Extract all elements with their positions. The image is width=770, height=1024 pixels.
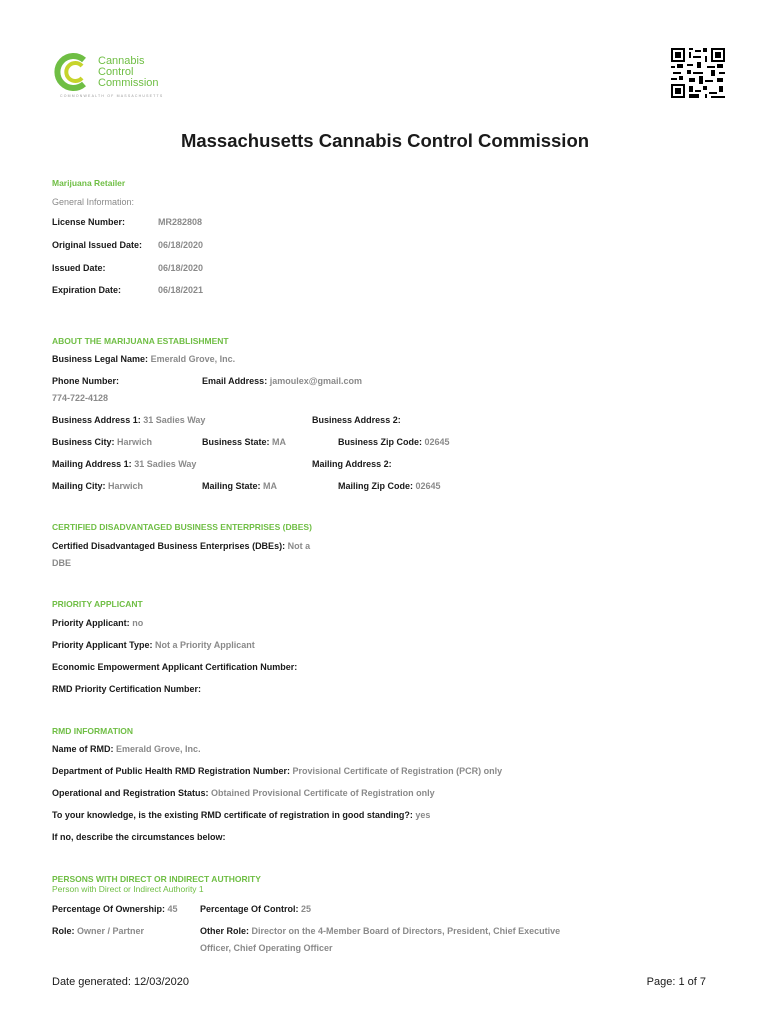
email-value: jamoulex@gmail.com [269, 376, 363, 386]
email-row [202, 376, 362, 386]
dbe-row [52, 541, 310, 551]
business-zip-value: 02645 [424, 437, 450, 447]
business-address2-label: Business Address 2: [312, 415, 401, 425]
eea-row [52, 662, 297, 672]
mailing-address1-row [52, 459, 196, 469]
other-role-value-line1: Director on the 4-Member Board of Directors, President, Chief Executive [251, 926, 561, 936]
page-number: Page: 1 of 7 [646, 976, 706, 988]
good-standing-value: yes [415, 810, 431, 820]
priority-applicant-label: Priority Applicant: [52, 618, 130, 628]
ownership-label: Percentage Of Ownership: [52, 904, 166, 914]
mailing-address1-value: 31 Sadies Way [134, 459, 197, 469]
page-title: Massachusetts Cannabis Control Commission [180, 130, 590, 151]
mailing-address2-row [312, 459, 392, 469]
priority-type-row [52, 640, 255, 650]
persons-heading: PERSONS WITH DIRECT OR INDIRECT AUTHORITY [52, 874, 261, 884]
priority-type-value: Not a Priority Applicant [155, 640, 255, 650]
legal-name-row [52, 354, 235, 364]
good-standing-row [52, 810, 430, 820]
logo-tagline: COMMONWEALTH OF MASSACHUSETTS [60, 94, 164, 98]
business-address1-value: 31 Sadies Way [143, 415, 206, 425]
dbe-heading: CERTIFIED DISADVANTAGED BUSINESS ENTERPRISES (DBES) [52, 522, 312, 532]
ownership-row [52, 904, 178, 914]
business-city-row [52, 437, 152, 447]
role-label: Role: [52, 926, 75, 936]
mailing-zip-value: 02645 [415, 481, 441, 491]
mailing-zip-label: Mailing Zip Code: [338, 481, 413, 491]
business-state-value: MA [272, 437, 287, 447]
business-address1-label: Business Address 1: [52, 415, 141, 425]
business-address2-row [312, 415, 401, 425]
license-number-value: MR282808 [158, 217, 203, 227]
ownership-value: 45 [167, 904, 178, 914]
email-label: Email Address: [202, 376, 268, 386]
license-number-label: License Number: [52, 217, 126, 227]
business-state-label: Business State: [202, 437, 270, 447]
describe-label: If no, describe the circumstances below: [52, 832, 226, 842]
business-city-label: Business City: [52, 437, 115, 447]
expiration-date-value: 06/18/2021 [158, 285, 204, 295]
qr-code-icon [671, 48, 725, 98]
priority-applicant-value: no [132, 618, 144, 628]
business-address1-row [52, 415, 205, 425]
mailing-state-row [202, 481, 277, 491]
original-issued-label: Original Issued Date: [52, 240, 143, 250]
mailing-state-label: Mailing State: [202, 481, 261, 491]
mailing-address2-label: Mailing Address 2: [312, 459, 392, 469]
establishment-heading: ABOUT THE MARIJUANA ESTABLISHMENT [52, 336, 229, 346]
control-row [200, 904, 311, 914]
rmd-name-label: Name of RMD: [52, 744, 114, 754]
dbe-label: Certified Disadvantaged Business Enterprises (DBEs): [52, 541, 286, 551]
dph-row [52, 766, 502, 776]
role-value: Owner / Partner [77, 926, 145, 936]
issued-date-value: 06/18/2020 [158, 263, 204, 273]
business-state-row [202, 437, 286, 447]
dbe-value-line2: DBE [52, 558, 72, 568]
cannabis-control-commission-logo [54, 52, 184, 102]
business-zip-label: Business Zip Code: [338, 437, 423, 447]
good-standing-label: To your knowledge, is the existing RMD certificate of registration in good standing?: [52, 810, 413, 820]
logo-text: Cannabis Control Commission [98, 55, 159, 89]
dph-value: Provisional Certificate of Registration (PCR) only [292, 766, 503, 776]
rmd-priority-label: RMD Priority Certification Number: [52, 684, 202, 694]
rmd-priority-row [52, 684, 201, 694]
dph-label: Department of Public Health RMD Registration Number: [52, 766, 291, 776]
mailing-state-value: MA [263, 481, 278, 491]
eea-label: Economic Empowerment Applicant Certification Number: [52, 662, 298, 672]
license-type: Marijuana Retailer [52, 178, 126, 188]
business-city-value: Harwich [117, 437, 153, 447]
mailing-address1-label: Mailing Address 1: [52, 459, 132, 469]
phone-label: Phone Number: [52, 376, 120, 386]
dbe-value-line1: Not a [287, 541, 311, 551]
logo-mark-icon [54, 52, 98, 92]
other-role-value-line2: Officer, Chief Operating Officer [200, 943, 333, 953]
control-value: 25 [301, 904, 312, 914]
issued-date-label: Issued Date: [52, 263, 106, 273]
rmd-heading: RMD INFORMATION [52, 726, 134, 736]
rmd-name-value: Emerald Grove, Inc. [116, 744, 201, 754]
mailing-city-value: Harwich [108, 481, 144, 491]
legal-name-value: Emerald Grove, Inc. [150, 354, 236, 364]
mailing-zip-row [338, 481, 441, 491]
priority-heading: PRIORITY APPLICANT [52, 599, 143, 609]
persons-subheading: Person with Direct or Indirect Authority 1 [52, 884, 204, 894]
status-row [52, 788, 435, 798]
rmd-name-row [52, 744, 201, 754]
mailing-city-row [52, 481, 143, 491]
date-generated: Date generated: 12/03/2020 [52, 976, 190, 988]
mailing-city-label: Mailing City: [52, 481, 106, 491]
business-zip-row [338, 437, 450, 447]
general-info-heading: General Information: [52, 197, 135, 207]
legal-name-label: Business Legal Name: [52, 354, 149, 364]
expiration-date-label: Expiration Date: [52, 285, 122, 295]
other-role-label: Other Role: [200, 926, 250, 936]
original-issued-value: 06/18/2020 [158, 240, 204, 250]
priority-applicant-row [52, 618, 143, 628]
status-label: Operational and Registration Status: [52, 788, 209, 798]
other-role-row [200, 926, 560, 936]
control-label: Percentage Of Control: [200, 904, 299, 914]
status-value: Obtained Provisional Certificate of Registration only [211, 788, 435, 798]
phone-value: 774-722-4128 [52, 393, 109, 403]
role-row [52, 926, 144, 936]
priority-type-label: Priority Applicant Type: [52, 640, 153, 650]
